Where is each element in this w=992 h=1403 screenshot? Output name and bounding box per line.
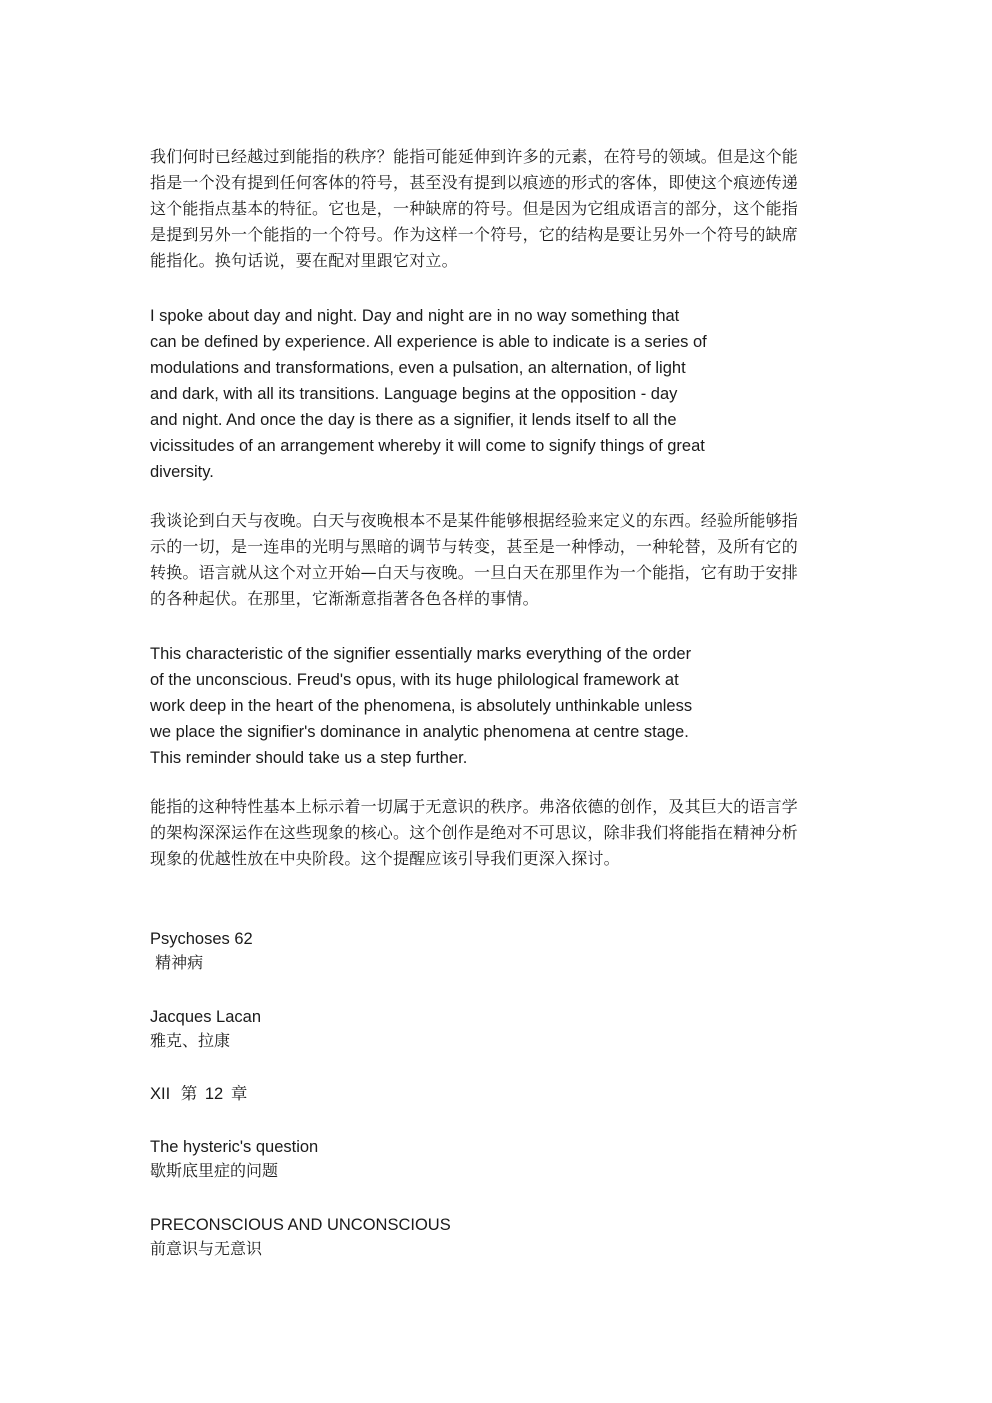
section-heading	[150, 1214, 451, 1260]
book-title-zh: 精神病	[150, 953, 204, 972]
book-title	[150, 928, 253, 974]
section-heading-zh: 前意识与无意识	[150, 1239, 263, 1258]
chapter-heading	[150, 1083, 253, 1106]
chapter-title-en: The hysteric's question	[150, 1138, 319, 1156]
paragraph-chinese-3: 能指的这种特性基本上标示着一切属于无意识的秩序。弗洛依德的创作，及其巨大的语言学 的架构深深运作在这些现象的核心。这个创作是绝对不可思议，除非我们将能指在精神分析 现象的优越性放在中央阶段。这个提醒应该引导我们更深入探讨。	[150, 797, 799, 868]
paragraph-english-2: This characteristic of the signifier essentially marks everything of the order of the unconscious. Freud's opus, with its huge philological framework at work deep in the heart of the phenomena, is absolutely unthinkable unless we place the signifier's dominance in analytic phenomena at centre stage. This reminder should take us a step further.	[150, 645, 693, 767]
author-name-en: Jacques Lacan	[150, 1008, 261, 1026]
chapter-title	[150, 1136, 318, 1182]
chapter-zh-suffix: 章	[230, 1085, 248, 1103]
chapter-number: 12	[204, 1085, 224, 1103]
author-block	[150, 1006, 261, 1052]
paragraph-chinese-1: 我们何时已经越过到能指的秩序？能指可能延伸到许多的元素，在符号的领域。但是这个能 指是一个没有提到任何客体的符号，甚至没有提到以痕迹的形式的客体，即使这个痕迹传递 这个能指点基本的特征。它也是，一种缺席的符号。但是因为它组成语言的部分，这个能指 是提到另外一个能指的一个符号。作为这样一个符号，它的结构是要让另外一个符号的缺席 能指化。换句话说，要在配对里跟它对立。	[150, 147, 799, 270]
paragraph-english-1: I spoke about day and night. Day and night are in no way something that can be defined by experience. All experience is able to indicate is a series of modulations and transformations, even a pulsation, an alternation, of light and dark, with all its transitions. Language begins at the opposition - day and night. And once the day is there as a signifier, it lends itself to all the vicissitudes of an arrangement whereby it will come to signify things of great diversity.	[150, 307, 707, 481]
author-name-zh: 雅克、拉康	[150, 1031, 231, 1050]
chapter-zh-prefix: 第	[180, 1085, 198, 1103]
book-title-en: Psychoses 62	[150, 930, 253, 948]
section-heading-en: PRECONSCIOUS AND UNCONSCIOUS	[150, 1216, 451, 1234]
paragraph-chinese-2: 我谈论到白天与夜晚。白天与夜晚根本不是某件能够根据经验来定义的东西。经验所能够指 示的一切，是一连串的光明与黑暗的调节与转变，甚至是一种悸动，一种轮替，及所有它的 转换。语言就从这个对立开始—白天与夜晚。一旦白天在那里作为一个能指，它有助于安排 的各种起伏。在那里，它渐渐意指著各色各样的事情。	[150, 511, 799, 608]
chapter-title-zh: 歇斯底里症的问题	[150, 1161, 279, 1180]
chapter-roman: XII	[150, 1085, 171, 1103]
